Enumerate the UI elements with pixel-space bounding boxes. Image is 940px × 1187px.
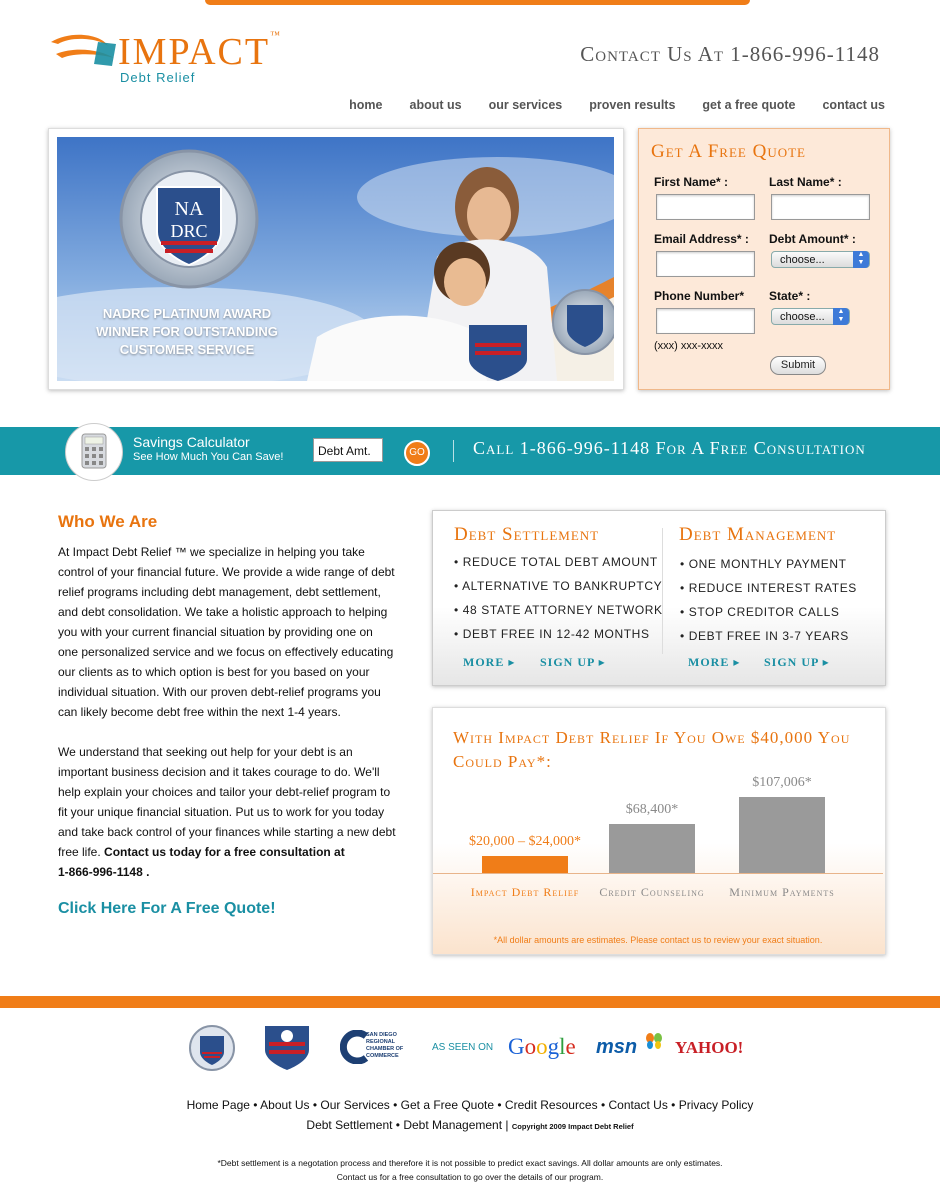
copyright: Copyright 2009 Impact Debt Relief (511, 1122, 634, 1131)
google-letter: o (536, 1034, 548, 1059)
chart-bar (739, 797, 825, 873)
select-arrows-icon: ▲ ▼ (833, 308, 849, 325)
state-label: State* : (769, 289, 811, 303)
chart-title: With Impact Debt Relief If You Owe $40,000 You Could Pay*: (453, 728, 851, 771)
footer-link-home[interactable]: Home Page (186, 1098, 250, 1112)
usoba-badge-icon[interactable] (261, 1022, 313, 1072)
award-caption: NADRC PLATINUM AWARD WINNER FOR OUTSTANDING CUSTOMER SERVICE (96, 306, 278, 357)
chart-baseline (433, 873, 883, 874)
chart-data-label: $68,400* (625, 802, 679, 817)
submit-button[interactable]: Submit (770, 356, 826, 375)
debt-amount-select[interactable]: choose... ▲ ▼ (771, 251, 870, 268)
contact-cta-text: Contact us today for a free consultation at (104, 845, 345, 859)
chart-note: *All dollar amounts are estimates. Please contact us to review your exact situation. (493, 935, 823, 945)
list-item: • ALTERNATIVE TO BANKRUPTCY (454, 579, 663, 593)
management-more-link[interactable]: MORE ▸ (688, 655, 741, 669)
footer-link-contact[interactable]: Contact Us (608, 1098, 668, 1112)
main-nav (340, 98, 885, 112)
settlement-more-link[interactable]: MORE ▸ (463, 655, 516, 669)
msn-logo: msn (596, 1036, 638, 1058)
debt-settlement-title: Debt Settlement (454, 524, 600, 545)
footer-orange-line (0, 996, 940, 1008)
chart-category-label: Minimum Payments (729, 885, 835, 899)
settlement-signup-link[interactable]: SIGN UP ▸ (540, 655, 606, 669)
logo-subtitle: Debt Relief (120, 70, 196, 85)
google-word (508, 1034, 576, 1059)
google-letter: e (565, 1034, 576, 1059)
email-input[interactable] (656, 251, 755, 277)
footer-link-privacy[interactable]: Privacy Policy (678, 1098, 754, 1112)
debt-settlement-list (454, 555, 663, 651)
disclaimer-line-1: *Debt settlement is a negotation process and therefore it is not possible to predict exact savings. All dollar amounts are only estimates. (217, 1158, 723, 1168)
footer-links-2: Debt Settlement • Debt Management | Copyright 2009 Impact Debt Relief (306, 1118, 634, 1132)
quote-form-title: Get A Free Quote (651, 141, 806, 162)
state-select[interactable]: choose... ▲ ▼ (771, 308, 850, 325)
last-name-label: Last Name* : (769, 175, 842, 189)
last-name-input[interactable] (771, 194, 870, 220)
free-quote-link[interactable]: Click Here For A Free Quote! (58, 900, 276, 917)
footer-link-management[interactable]: Debt Management (403, 1118, 503, 1132)
list-item: • REDUCE TOTAL DEBT AMOUNT (454, 555, 658, 569)
list-item: • 48 STATE ATTORNEY NETWORK (454, 603, 663, 617)
calculator-icon[interactable] (65, 423, 123, 481)
calculator-title: Savings Calculator (133, 434, 250, 450)
nav-contact-us[interactable]: contact us (822, 98, 885, 112)
debt-management-list (680, 557, 857, 653)
footer-link-credit[interactable]: Credit Resources (504, 1098, 598, 1112)
msn-butterfly-icon (645, 1032, 663, 1050)
footer-link-quote[interactable]: Get a Free Quote (400, 1098, 495, 1112)
go-button[interactable]: GO (404, 440, 430, 466)
footer-links: Home Page • About Us • Our Services • Get a Free Quote • Credit Resources • Contact Us • Privacy Policy (186, 1098, 754, 1112)
top-accent-bar (205, 0, 750, 5)
who-we-are-title: Who We Are (58, 512, 158, 531)
band-call-text: Call 1-866-996-1148 For A Free Consultation (473, 438, 866, 458)
chamber-logo-text: SAN DIEGO REGIONAL CHAMBER OF COMMERCE (366, 1032, 404, 1059)
first-name-label: First Name* : (654, 175, 729, 189)
list-item: • ONE MONTHLY PAYMENT (680, 557, 847, 571)
logo-swoosh-icon[interactable] (46, 28, 121, 72)
svg-text:DRC: DRC (170, 221, 208, 241)
band-divider (453, 440, 454, 462)
debt-amount-label: Debt Amount* : (769, 232, 856, 246)
disclaimer-line-2: Contact us for a free consultation to go over the details of our program. (336, 1172, 604, 1182)
contact-phone: 1-866-996-1148 . (58, 865, 150, 879)
debt-amount-input[interactable]: Debt Amt. (313, 438, 383, 462)
svg-text:NA: NA (174, 198, 204, 220)
google-logo (508, 1034, 576, 1060)
list-item: • STOP CREDITOR CALLS (680, 605, 840, 619)
logo-wordmark[interactable]: IMPACT™ (118, 30, 282, 73)
nav-about-us[interactable]: about us (409, 98, 462, 112)
chart-bar (482, 856, 568, 873)
calculator-subtitle: See How Much You Can Save! (133, 451, 284, 463)
as-seen-on-label: AS SEEN ON (432, 1042, 494, 1053)
phone-input[interactable] (656, 308, 755, 334)
footer-link-settlement[interactable]: Debt Settlement (306, 1118, 393, 1132)
list-item: • REDUCE INTEREST RATES (680, 581, 857, 595)
nav-get-free-quote[interactable]: get a free quote (702, 98, 796, 112)
who-paragraph-2: We understand that seeking out help for your debt is an important business decision and it takes courage to do. We'll help explain your choices and tailor your debt-relief program to fit your unique financial situation. Put us to work for you today and take back control of your finances while starting a new debt free life. Contact us today for a free consultation at 1-866-996-1148 . (58, 745, 396, 879)
yahoo-logo: YAHOO! (675, 1038, 744, 1057)
chart-data-label: $20,000 – $24,000* (469, 834, 581, 849)
nav-proven-results[interactable]: proven results (589, 98, 676, 112)
nav-home[interactable]: home (349, 98, 383, 112)
chart-category-label: Credit Counseling (599, 885, 705, 899)
email-label: Email Address* : (654, 232, 749, 246)
chart-data-label: $107,006* (752, 775, 812, 790)
footer-link-about[interactable]: About Us (260, 1098, 310, 1112)
google-letter: g (547, 1034, 560, 1059)
management-signup-link[interactable]: SIGN UP ▸ (764, 655, 830, 669)
google-letter: o (524, 1034, 537, 1059)
list-item: • DEBT FREE IN 12-42 MONTHS (454, 627, 650, 641)
google-letter: G (508, 1034, 525, 1059)
first-name-input[interactable] (656, 194, 755, 220)
google-letter: l (559, 1034, 566, 1059)
list-item: • DEBT FREE IN 3-7 YEARS (680, 629, 849, 643)
header-contact: Contact Us At 1-866-996-1148 (580, 42, 880, 66)
nadrc-badge-icon[interactable] (188, 1024, 236, 1072)
debt-management-title: Debt Management (679, 524, 837, 545)
phone-format-hint: (xxx) xxx-xxxx (654, 340, 724, 352)
chart-bar (609, 824, 695, 873)
select-arrows-icon: ▲ ▼ (853, 251, 869, 268)
who-paragraph-1: At Impact Debt Relief ™ we specialize in helping you take control of your financial future. We provide a wide range of debt relief programs including debt management, debt settlement, and debt consolidation. We take a holistic approach to helping you with your current financial situation by providing one on one personalized service and we focus on effectively educating our clients as to which option is best for you based on your individual situation. With our proven debt-relief programs you can likely become debt free within the next 1-4 years. (58, 545, 395, 719)
phone-label: Phone Number* (654, 289, 745, 303)
chart-category-label: Impact Debt Relief (470, 885, 580, 899)
footer-link-services[interactable]: Our Services (320, 1098, 390, 1112)
nav-our-services[interactable]: our services (488, 98, 563, 112)
